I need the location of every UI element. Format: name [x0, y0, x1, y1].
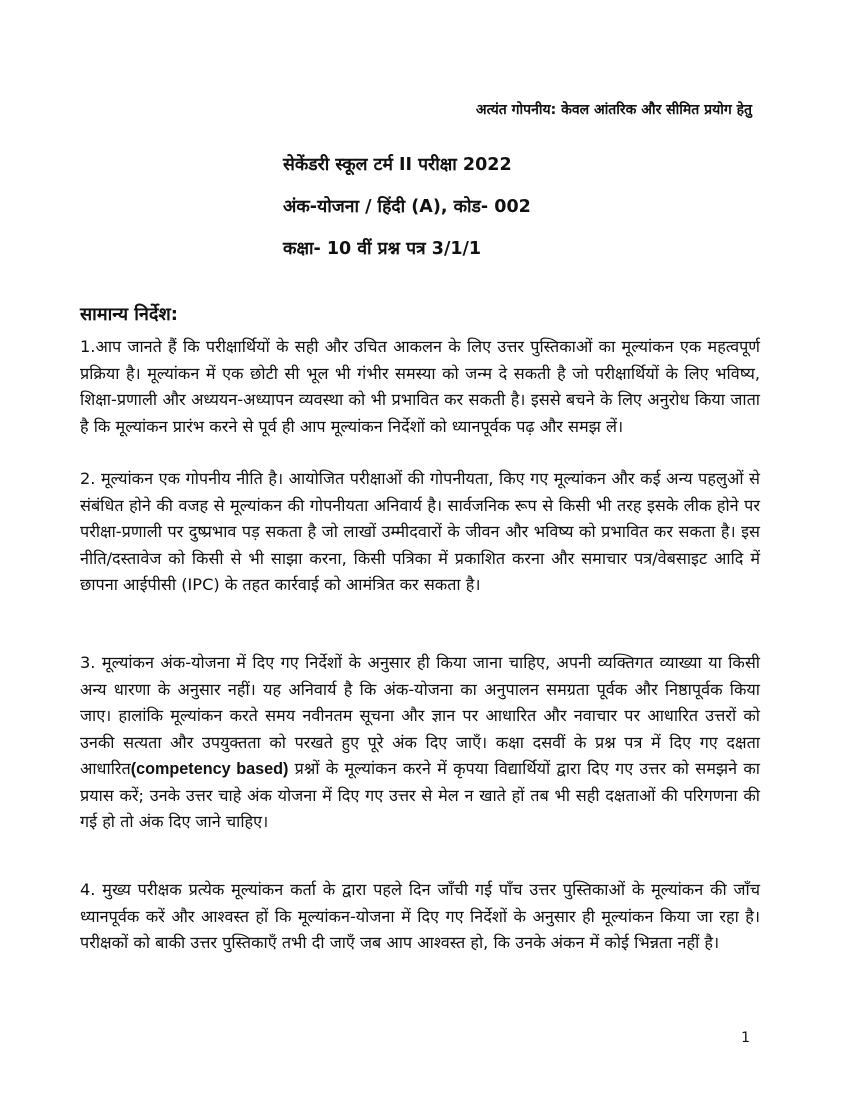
- general-instructions-heading: सामान्य निर्देश:: [80, 304, 178, 325]
- page-number: 1: [741, 1030, 750, 1046]
- instruction-paragraph-4: [80, 877, 760, 957]
- class-paper-title: कक्षा- 10 वीं प्रश्न पत्र 3/1/1: [283, 239, 482, 259]
- instruction-paragraph-1: [80, 334, 760, 440]
- marking-scheme-title: अंक-योजना / हिंदी (A), कोड- 002: [283, 197, 531, 217]
- confidential-note: अत्यंत गोपनीय: केवल आंतरिक और सीमित प्रयोग हेतु: [475, 102, 752, 118]
- paragraph-text: 1.आप जानते हैं कि परीक्षार्थियों के सही और उचित आकलन के लिए उत्तर पुस्तिकाओं का मूल्यांकन एक महत्वपूर्ण प्रक्रिया है। मूल्यांकन में एक छोटी सी भूल भी गंभीर समस्या को जन्म दे सकती है जो परीक्षार्थियों के लिए भविष्य, शिक्षा-प्रणाली और अध्ययन-अध्यापन व्यवस्था को भी प्रभावित कर सकती है। इससे बचने के लिए अनुरोध किया जाता है कि मूल्यांकन प्रारंभ करने से पूर्व ही आप मूल्यांकन निर्देशों को ध्यानपूर्वक पढ़ और समझ लें।: [80, 337, 760, 436]
- competency-based-term: (competency based): [130, 760, 289, 778]
- paragraph-text: [80, 650, 760, 836]
- instruction-paragraph-2: [80, 466, 760, 599]
- title-block: [283, 150, 531, 276]
- paragraph-segment: प्रश्नों के मूल्यांकन करने में कृपया विद्यार्थियों द्वारा दिए गए उत्तर को समझने का प्रयास करें; उनके उत्तर चाहे अंक योजना में दिए गए उत्तर से मेल न खाते हों तब भी सही दक्षताओं की परिगणना की गई हो तो अंक दिए जाने चाहिए।: [80, 759, 761, 831]
- paragraph-segment: 3. मूल्यांकन अंक-योजना में दिए गए निर्देशों के अनुसार ही किया जाना चाहिए, अपनी व्यक्तिगत व्याख्या या किसी अन्य धारणा के अनुसार नहीं। यह अनिवार्य है कि अंक-योजना का अनुपालन समग्रता पूर्वक और निष्ठापूर्वक किया जाए। हालांकि मूल्यांकन करते समय नवीनतम सूचना और ज्ञान पर आधारित और नवाचार पर आधारित उत्तरों को उनकी सत्यता और उपयुक्तता को परखते हुए पूरे अंक दिए जाएँ। कक्षा दसवीं के प्रश्न पत्र में दिए गए दक्षता आधारित: [80, 653, 760, 778]
- paragraph-text: 2. मूल्यांकन एक गोपनीय नीति है। आयोजित परीक्षाओं की गोपनीयता, किए गए मूल्यांकन और कई अन्य पहलुओं से संबंधित होने की वजह से मूल्यांकन की गोपनीयता अनिवार्य है। सार्वजनिक रूप से किसी भी तरह इसके लीक होने पर परीक्षा-प्रणाली पर दुष्प्रभाव पड़ सकता है जो लाखों उम्मीदवारों के जीवन और भविष्य को प्रभावित कर सकता है। इस नीति/दस्तावेज को किसी से भी साझा करना, किसी पत्रिका में प्रकाशित करना और समाचार पत्र/वेबसाइट आदि में छापना आईपीसी (IPC) के तहत कार्रवाई को आमंत्रित कर सकता है।: [80, 469, 760, 594]
- paragraph-text: 4. मुख्य परीक्षक प्रत्येक मूल्यांकन कर्ता के द्वारा पहले दिन जाँची गई पाँच उत्तर पुस्तिकाओं के मूल्यांकन की जाँच ध्यानपूर्वक करें और आश्वस्त हों कि मूल्यांकन-योजना में दिए गए निर्देशों के अनुसार ही मूल्यांकन किया जा रहा है। परीक्षकों को बाकी उत्तर पुस्तिकाएँ तभी दी जाएँ जब आप आश्वस्त हो, कि उनके अंकन में कोई भिन्नता नहीं है।: [80, 880, 760, 952]
- exam-title: सेकेंडरी स्कूल टर्म II परीक्षा 2022: [283, 155, 512, 175]
- instruction-paragraph-3: [80, 650, 760, 836]
